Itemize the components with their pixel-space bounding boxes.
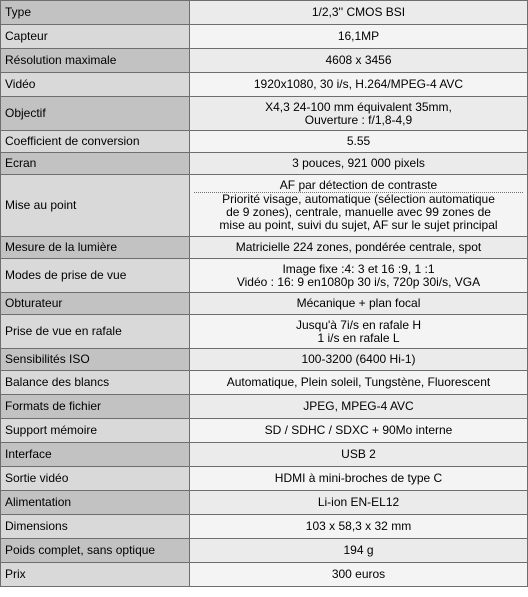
row-label: Dimensions <box>1 515 190 539</box>
table-row <box>1 175 528 237</box>
row-value-line: AF par détection de contraste <box>279 178 438 192</box>
row-label: Obturateur <box>1 293 190 315</box>
table-row <box>1 293 528 315</box>
row-value-line: de 9 zones), centrale, manuelle avec 99 zones de <box>226 205 491 219</box>
table-row <box>1 491 528 515</box>
row-label: Type <box>1 1 190 25</box>
table-row <box>1 515 528 539</box>
table-row <box>1 395 528 419</box>
row-value: JPEG, MPEG-4 AVC <box>190 395 528 419</box>
row-label: Coefficient de conversion <box>1 131 190 153</box>
row-value: 1920x1080, 30 i/s, H.264/MPEG-4 AVC <box>190 73 528 97</box>
row-value: Automatique, Plein soleil, Tungstène, Fluorescent <box>190 371 528 395</box>
table-row <box>1 467 528 491</box>
row-value: USB 2 <box>190 443 528 467</box>
row-label: Poids complet, sans optique <box>1 539 190 563</box>
row-label: Prise de vue en rafale <box>1 315 190 349</box>
row-label: Objectif <box>1 97 190 131</box>
table-row <box>1 259 528 293</box>
row-value: 4608 x 3456 <box>190 49 528 73</box>
row-label: Mise au point <box>1 175 190 237</box>
row-label: Formats de fichier <box>1 395 190 419</box>
row-label: Capteur <box>1 25 190 49</box>
row-value: SD / SDHC / SDXC + 90Mo interne <box>190 419 528 443</box>
row-label: Prix <box>1 563 190 587</box>
row-value: 5.55 <box>190 131 528 153</box>
table-row <box>1 131 528 153</box>
row-value: 16,1MP <box>190 25 528 49</box>
row-value-line: Jusqu'à 7i/s en rafale H <box>295 317 422 332</box>
row-value-line: mise au point, suivi du sujet, AF sur le sujet principal <box>219 218 498 232</box>
row-label: Sensibilités ISO <box>1 349 190 371</box>
row-value: 300 euros <box>190 563 528 587</box>
row-value: 103 x 58,3 x 32 mm <box>190 515 528 539</box>
row-value <box>190 315 528 349</box>
row-label: Ecran <box>1 153 190 175</box>
row-value-line: Ouverture : f/1,8-4,9 <box>304 112 413 127</box>
row-label: Sortie vidéo <box>1 467 190 491</box>
row-label: Support mémoire <box>1 419 190 443</box>
table-row <box>1 97 528 131</box>
table-row <box>1 1 528 25</box>
row-value-line: 1 i/s en rafale L <box>317 330 400 345</box>
table-row <box>1 563 528 587</box>
row-value-line: X4,3 24-100 mm équivalent 35mm, <box>265 99 452 114</box>
row-value: Mécanique + plan focal <box>190 293 528 315</box>
row-value: HDMI à mini-broches de type C <box>190 467 528 491</box>
row-label: Balance des blancs <box>1 371 190 395</box>
table-row <box>1 371 528 395</box>
row-value: 100-3200 (6400 Hi-1) <box>190 349 528 371</box>
row-value-line: Vidéo : 16: 9 en1080p 30 i/s, 720p 30i/s, VGA <box>236 274 481 289</box>
row-value: 194 g <box>190 539 528 563</box>
row-label: Alimentation <box>1 491 190 515</box>
row-value-line: Image fixe :4: 3 et 16 :9, 1 :1 <box>282 261 435 276</box>
table-row <box>1 49 528 73</box>
table-row <box>1 73 528 97</box>
row-label: Modes de prise de vue <box>1 259 190 293</box>
row-value <box>190 175 528 237</box>
table-row <box>1 539 528 563</box>
table-row <box>1 237 528 259</box>
row-value <box>190 97 528 131</box>
row-value: 3 pouces, 921 000 pixels <box>190 153 528 175</box>
row-value: Li-ion EN-EL12 <box>190 491 528 515</box>
row-value <box>190 259 528 293</box>
table-row <box>1 419 528 443</box>
table-row <box>1 349 528 371</box>
row-value: Matricielle 224 zones, pondérée centrale, spot <box>190 237 528 259</box>
row-label: Mesure de la lumière <box>1 237 190 259</box>
row-value-line: Priorité visage, automatique (sélection automatique <box>194 192 523 206</box>
table-row <box>1 443 528 467</box>
row-label: Résolution maximale <box>1 49 190 73</box>
table-row <box>1 153 528 175</box>
row-label: Vidéo <box>1 73 190 97</box>
row-value: 1/2,3'' CMOS BSI <box>190 1 528 25</box>
table-row <box>1 315 528 349</box>
table-row <box>1 25 528 49</box>
row-label: Interface <box>1 443 190 467</box>
